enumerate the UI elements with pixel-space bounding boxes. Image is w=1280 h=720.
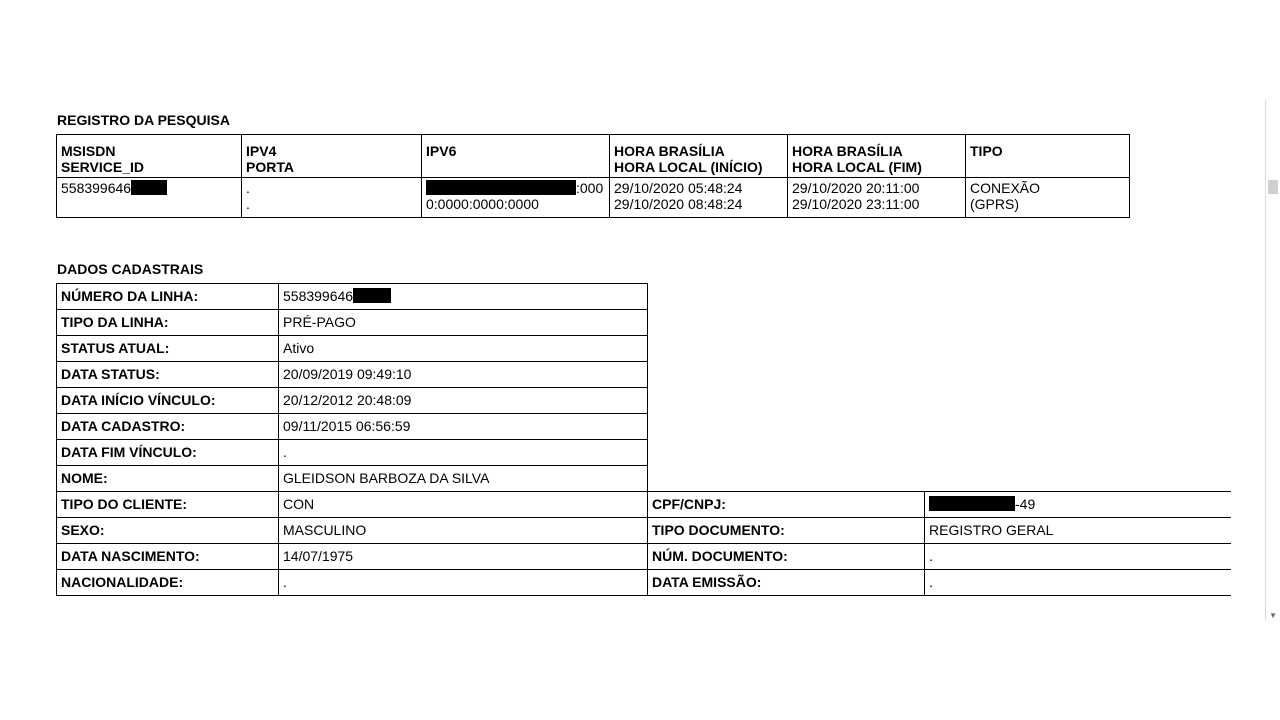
reg-label: DATA EMISSÃO: [648,570,925,596]
search-table [56,134,1130,218]
redaction-block [353,288,391,303]
empty-cell [648,362,925,388]
reg-label: DATA NASCIMENTO: [57,544,279,570]
reg-label: NÚM. DOCUMENTO: [648,544,925,570]
vertical-scrollbar[interactable] [1265,100,1280,620]
reg-label: TIPO DOCUMENTO: [648,518,925,544]
header-line: IPV4 [246,143,277,159]
reg-row [57,466,1231,492]
ipv4-value: . [246,180,250,196]
msisdn-value: 558399646 [61,180,132,196]
reg-row [57,492,1231,518]
empty-cell [925,414,1231,440]
reg-row [57,414,1231,440]
reg-value: REGISTRO GERAL [925,518,1231,544]
fim-local: 29/10/2020 23:11:00 [792,196,920,212]
reg-value: 14/07/1975 [279,544,648,570]
header-tipo [966,135,1130,178]
cell-msisdn [57,178,242,218]
header-line: HORA LOCAL (FIM) [792,159,922,175]
header-line: SERVICE_ID [61,159,144,175]
reg-value: Ativo [279,336,648,362]
reg-value: . [279,440,648,466]
cell-hora-fim [788,178,966,218]
reg-value [925,492,1231,518]
search-header-row [57,135,1130,178]
reg-label: DATA FIM VÍNCULO: [57,440,279,466]
reg-label: SEXO: [57,518,279,544]
header-line: PORTA [246,159,294,175]
search-data-row [57,178,1130,218]
empty-cell [648,440,925,466]
cell-ipv6 [422,178,610,218]
empty-cell [648,284,925,310]
header-line: MSISDN [61,143,116,159]
reg-row [57,336,1231,362]
reg-row [57,518,1231,544]
reg-label: NACIONALIDADE: [57,570,279,596]
cell-ipv4 [242,178,422,218]
search-section-title: REGISTRO DA PESQUISA [57,112,230,128]
cell-tipo [966,178,1130,218]
reg-label: TIPO DA LINHA: [57,310,279,336]
porta-value: . [246,196,250,212]
ipv6-suffix: :000 [576,180,604,196]
reg-value [279,284,648,310]
reg-row [57,388,1231,414]
header-line: HORA BRASÍLIA [792,143,903,159]
empty-cell [648,388,925,414]
header-line: HORA LOCAL (INÍCIO) [614,159,763,175]
reg-value: . [925,544,1231,570]
reg-value: 09/11/2015 06:56:59 [279,414,648,440]
scroll-down-arrow-icon[interactable]: ▼ [1269,611,1277,620]
empty-cell [925,362,1231,388]
cpf-suffix: -49 [1015,496,1036,512]
registration-section-title: DADOS CADASTRAIS [57,261,204,277]
registration-table [56,283,1231,596]
tipo-subvalue: (GPRS) [970,196,1019,212]
reg-label: NÚMERO DA LINHA: [57,284,279,310]
header-line: TIPO [970,143,1003,159]
header-ipv4 [242,135,422,178]
empty-cell [648,466,925,492]
reg-value: . [925,570,1231,596]
fim-brasilia: 29/10/2020 20:11:00 [792,180,920,196]
empty-cell [925,440,1231,466]
reg-value: . [279,570,648,596]
reg-value: MASCULINO [279,518,648,544]
reg-row [57,362,1231,388]
reg-label: DATA INÍCIO VÍNCULO: [57,388,279,414]
reg-value: 20/12/2012 20:48:09 [279,388,648,414]
reg-row [57,284,1231,310]
empty-cell [925,388,1231,414]
reg-label: STATUS ATUAL: [57,336,279,362]
ipv6-value: 0:0000:0000:0000 [426,196,539,212]
empty-cell [925,284,1231,310]
empty-cell [648,336,925,362]
reg-label: DATA CADASTRO: [57,414,279,440]
reg-row [57,440,1231,466]
redaction-block [929,496,1015,511]
reg-row [57,544,1231,570]
reg-label: NOME: [57,466,279,492]
empty-cell [925,336,1231,362]
header-msisdn [57,135,242,178]
reg-row [57,310,1231,336]
inicio-brasilia: 29/10/2020 05:48:24 [614,180,743,196]
empty-cell [925,466,1231,492]
header-line: HORA BRASÍLIA [614,143,725,159]
reg-value: CON [279,492,648,518]
numero-value: 558399646 [283,288,354,304]
cell-hora-inicio [610,178,788,218]
reg-label: TIPO DO CLIENTE: [57,492,279,518]
tipo-value: CONEXÃO [970,180,1041,196]
reg-value: GLEIDSON BARBOZA DA SILVA [279,466,648,492]
reg-value: PRÉ-PAGO [279,310,648,336]
inicio-local: 29/10/2020 08:48:24 [614,196,743,212]
header-hora-fim [788,135,966,178]
reg-value: 20/09/2019 09:49:10 [279,362,648,388]
header-line: IPV6 [426,143,457,159]
reg-row [57,570,1231,596]
header-hora-inicio [610,135,788,178]
redaction-block [131,180,167,195]
redaction-block [426,180,576,195]
empty-cell [648,310,925,336]
scrollbar-thumb[interactable] [1268,180,1278,194]
header-ipv6 [422,135,610,178]
reg-label: DATA STATUS: [57,362,279,388]
reg-label: CPF/CNPJ: [648,492,925,518]
empty-cell [648,414,925,440]
empty-cell [925,310,1231,336]
